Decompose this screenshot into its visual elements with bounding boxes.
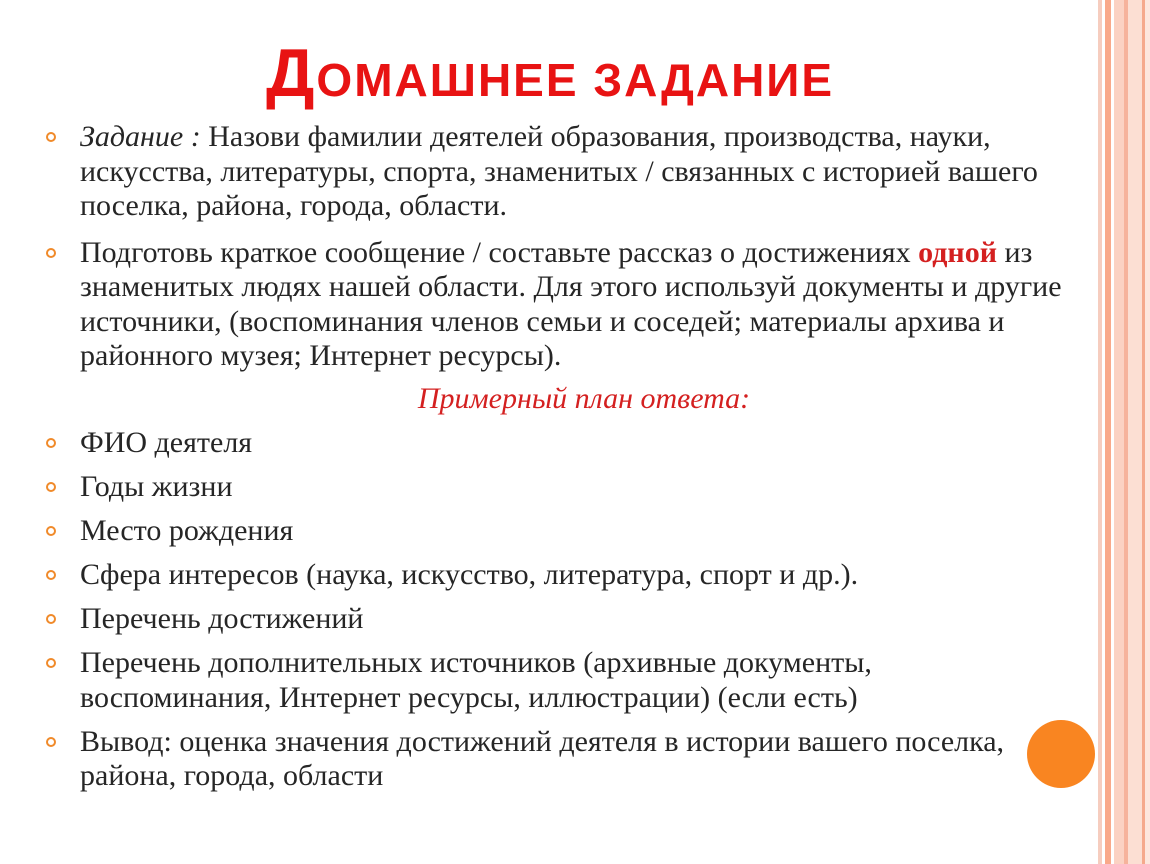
prepare-emphasis: одной	[918, 235, 997, 269]
slide-title: ДОМАШНЕЕ ЗАДАНИЕ	[265, 35, 835, 111]
task-item	[44, 120, 1064, 224]
prepare-text-before: Подготовь краткое сообщение / составьте рассказ о достижениях	[80, 235, 919, 269]
bullet-icon	[46, 658, 56, 668]
plan-item	[44, 725, 1064, 794]
decorative-circle	[1027, 720, 1095, 788]
plan-item	[44, 514, 1064, 549]
stripe	[1145, 0, 1150, 864]
slide-content	[44, 120, 1064, 803]
bullet-icon	[46, 132, 56, 142]
stripe	[1105, 0, 1111, 864]
plan-item	[44, 602, 1064, 637]
stripe	[1128, 0, 1142, 864]
bullet-icon	[46, 438, 56, 448]
plan-item-text: Вывод: оценка значения достижений деятеля в истории вашего поселка, района, города, области	[80, 724, 1005, 792]
plan-item-text: Годы жизни	[80, 470, 233, 503]
plan-item-text: Перечень дополнительных источников (архивные документы, воспоминания, Интернет ресурсы, иллюстрации) (если есть)	[80, 646, 872, 714]
bullet-icon	[46, 482, 56, 492]
plan-item-text: Сфера интересов (наука, искусство, литература, спорт и др.).	[80, 558, 859, 591]
decorative-stripes	[1098, 0, 1150, 864]
plan-item-text: Место рождения	[80, 514, 294, 547]
plan-item	[44, 646, 1064, 715]
bullet-icon	[46, 614, 56, 624]
task-text: Назови фамилии деятелей образования, производства, науки, искусства, литературы, спорта, знаменитых / связанных с историей вашего поселка, района, города, области.	[80, 120, 1038, 222]
stripe	[1098, 0, 1102, 864]
prepare-text-after: из знаменитых людях нашей области. Для этого используй документы и другие источники, (воспоминания членов семьи и соседей; материалы архива и районного музея; Интернет ресурсы).	[80, 235, 1062, 372]
plan-item-text: Перечень достижений	[80, 602, 364, 635]
plan-item-text: ФИО деятеля	[80, 426, 253, 459]
plan-item	[44, 426, 1064, 461]
bullet-icon	[46, 570, 56, 580]
plan-heading: Примерный план ответа:	[417, 381, 751, 415]
prepare-item	[44, 236, 1064, 374]
task-label: Задание :	[80, 120, 201, 153]
stripe	[1114, 0, 1124, 864]
plan-item	[44, 558, 1064, 593]
bullet-icon	[46, 526, 56, 536]
bullet-icon	[46, 737, 56, 747]
bullet-icon	[46, 248, 56, 258]
plan-item	[44, 470, 1064, 505]
